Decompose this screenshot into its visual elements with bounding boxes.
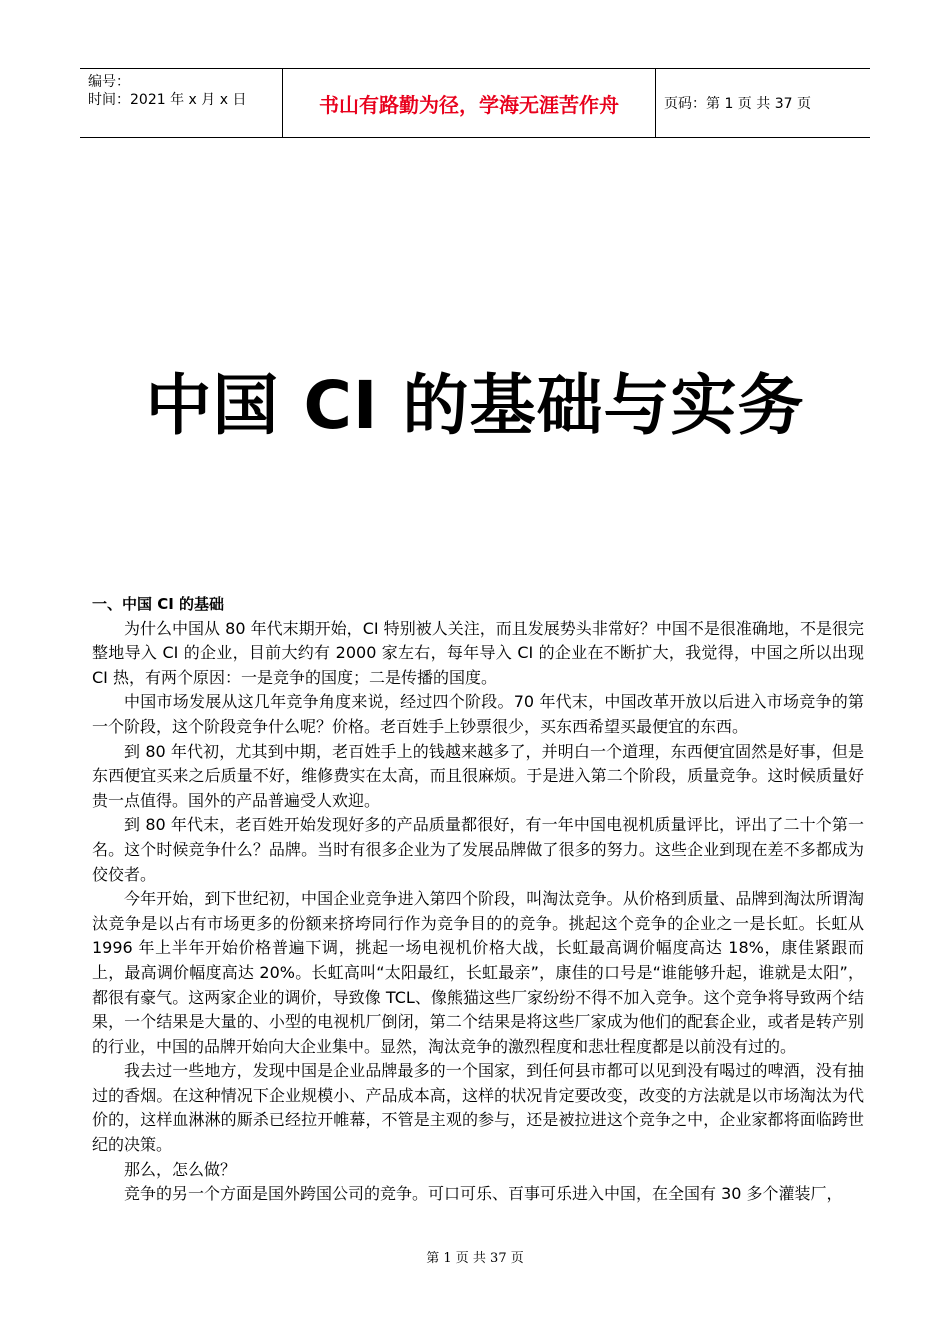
header-page-cell xyxy=(656,69,870,137)
document-body xyxy=(92,592,864,1207)
body-paragraph: 到 80 年代末，老百姓开始发现好多的产品质量都很好，有一年中国电视机质量评比，评出了二十个第一名。这个时候竞争什么？品牌。当时有很多企业为了发展品牌做了很多的努力。这些企业到现在差不多都成为佼佼者。 xyxy=(92,815,864,884)
body-paragraph: 为什么中国从 80 年代末期开始，CI 特别被人关注，而且发展势头非常好？中国不是很准确地，不是很完整地导入 CI 的企业，目前大约有 2000 家左右，每年导入 CI 的企业在不断扩大，我觉得，中国之所以出现 CI 热，有两个原因：一是竞争的国度；二是传播的国度。 xyxy=(92,618,864,687)
document-date: 时间：2021 年 x 月 x 日 xyxy=(88,92,247,108)
body-paragraph: 今年开始，到下世纪初，中国企业竞争进入第四个阶段，叫淘汰竞争。从价格到质量、品牌到淘汰所谓淘汰竞争是以占有市场更多的份额来挤垮同行作为竞争目的的竞争。挑起这个竞争的企业之一是长虹。长虹从 1996 年上半年开始价格普遍下调，挑起一场电视机价格大战，长虹最高调价幅度高达 18%，康佳紧跟而上，最高调价幅度高达 20%。长虹高叫“太阳最红，长虹最亲”，康佳的口号是“谁能够升起，谁就是太阳”，都很有豪气。这两家企业的调价，导致像 TCL、像熊猫这些厂家纷纷不得不加入竞争。这个竞争将导致两个结果，一个结果是大量的、小型的电视机厂倒闭，第二个结果是将这些厂家成为他们的配套企业，或者是转产别的行业，中国的品牌开始向大企业集中。显然，淘汰竞争的激烈程度和悲壮程度都是以前没有过的。 xyxy=(92,889,864,1056)
page-footer: 第 1 页 共 37 页 xyxy=(426,1251,524,1266)
body-paragraph: 竞争的另一个方面是国外跨国公司的竞争。可口可乐、百事可乐进入中国，在全国有 30 多个灌装厂， xyxy=(124,1184,843,1204)
body-paragraph: 中国市场发展从这几年竞争角度来说，经过四个阶段。70 年代末，中国改革开放以后进入市场竞争的第一个阶段，这个阶段竞争什么呢？价格。老百姓手上钞票很少，买东西希望买最便宜的东西。 xyxy=(92,692,864,736)
body-paragraph: 那么，怎么做？ xyxy=(124,1159,237,1179)
section-heading: 一、中国 CI 的基础 xyxy=(92,595,225,613)
body-paragraph: 我去过一些地方，发现中国是企业品牌最多的一个国家，到任何县市都可以见到没有喝过的啤酒，没有抽过的香烟。在这种情况下企业规模小、产品成本高，这样的状况肯定要改变，改变的方法就是以市场淘汰为代价的，这样血淋淋的厮杀已经拉开帷幕，不管是主观的参与，还是被拉进这个竞争之中，企业家都将面临跨世纪的决策。 xyxy=(92,1061,864,1155)
document-title: 中国 CI 的基础与实务 xyxy=(145,367,805,444)
document-header xyxy=(80,68,870,138)
header-motto-cell xyxy=(282,69,656,137)
header-motto: 书山有路勤为径，学海无涯苦作舟 xyxy=(319,92,619,117)
header-meta-cell xyxy=(80,69,282,137)
header-page-info: 页码：第 1 页 共 37 页 xyxy=(664,96,811,112)
document-number-label: 编号： xyxy=(88,74,130,90)
body-paragraph: 到 80 年代初，尤其到中期，老百姓手上的钱越来越多了，并明白一个道理，东西便宜固然是好事，但是东西便宜买来之后质量不好，维修费实在太高，而且很麻烦。于是进入第二个阶段，质量竞争。这时候质量好贵一点值得。国外的产品普遍受人欢迎。 xyxy=(92,741,864,810)
